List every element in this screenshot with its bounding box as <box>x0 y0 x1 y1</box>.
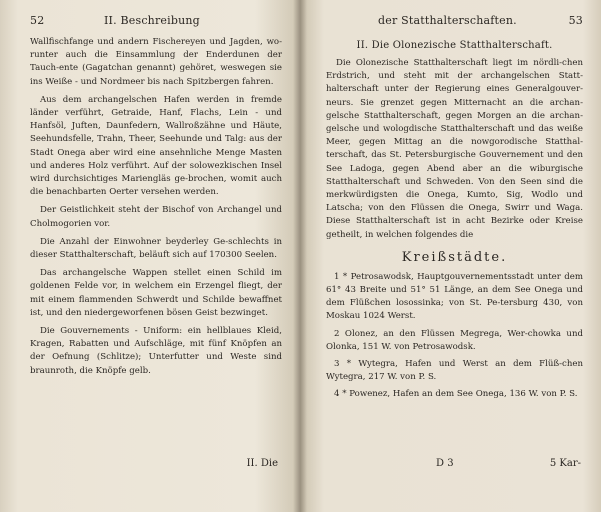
paragraph: Wallfischfange und andern Fischereyen und Jagden, wo-runter auch die Einsammlung der Enderdunen der Tauch-ente (Gagatchan genannt) gehöret, weswegen sie ins Weiße - und Nordmeer bis nach Spitzbergen fahren. <box>30 37 282 87</box>
paragraph: Die Gouvernements - Uniform: ein hellblaues Kleid, Kragen, Rabatten und Aufschläge, mit fünf Knöpfen an der Oefnung (Schlitze); Unterfutter und Weste sind braunroth, die Knöpfe gelb. <box>30 326 282 376</box>
paragraph: Die Anzahl der Einwohner beyderley Ge-schlechts in dieser Statthalterschaft, beläuft sich auf 170300 Seelen. <box>30 236 282 261</box>
paragraph: Das archangelsche Wappen stellet einen Schild im goldenen Felde vor, in welchem ein Erzengel fliegt, der mit einem flammenden Schwerdt und Schilde bewaffnet ist, und den niedergeworfenen bösen Geist bezwinget. <box>30 268 282 318</box>
left-page <box>0 0 300 512</box>
right-running-head: der Statthalterschaften. <box>378 14 517 27</box>
right-page-header <box>326 14 583 36</box>
left-page-header <box>30 14 282 36</box>
town-list <box>326 271 583 402</box>
list-item: 3 * Wytegra, Hafen und Werst an dem Flüß-chen Wytegra, 217 W. von P. S. <box>326 359 583 383</box>
right-page <box>300 0 601 512</box>
list-item: 2 Olonez, an den Flüssen Megrega, Wer-chowka und Olonka, 151 W. von Petrosawodsk. <box>326 328 583 352</box>
paragraph: Aus dem archangelschen Hafen werden in fremde länder verführt, Getraide, Hanf, Flachs, Lein - und Hanfsöl, Juften, Daunfedern, Wallroßzähne und Häute, Seehundsfelle, Trahn, Theer, Seehunde und Talg: aus der Stadt Onega aber wird eine ansehnliche Menge Masten und anderes Holz verführt. Auf der solowezkischen Insel wird durchsichtiges Mariengläs ge-brochen, womit auch die benachbarten Oerter versehen werden. <box>30 94 282 198</box>
right-page-body <box>326 57 583 242</box>
list-item: 1 * Petrosawodsk, Hauptgouvernementsstadt unter dem 61° 43 Breite und 51° 51 Länge, an dem See Onega und dem Flüßchen losossinka; von St. Pe-tersburg 430, von Moskau 1024 Werst. <box>326 271 583 322</box>
left-page-body <box>30 36 282 378</box>
list-item: 4 * Powenez, Hafen an dem See Onega, 136 W. von P. S. <box>334 389 578 400</box>
book-gutter <box>293 0 307 512</box>
subtitle: Kreißstädte. <box>401 249 508 265</box>
paragraph: Der Geistlichkeit steht der Bischof von Archangel und Cholmogorien vor. <box>30 205 282 229</box>
left-running-head: II. Beschreibung <box>104 14 200 27</box>
signature-mark: D 3 <box>436 458 454 469</box>
left-page-number: 52 <box>30 14 45 27</box>
right-catchword: 5 Kar- <box>549 458 581 469</box>
paragraph: Die Olonezische Statthalterschaft liegt im nördli-chen Erdstrich, und steht mit der archangelschen Statt-halterschaft unter der Regierung eines Generalgouver-neurs. Sie grenzet gegen Mitternacht an die archan-gelsche Statthalterschaft, gegen Morgen an die archan-gelsche und wologdische Statthalterschaft und das weiße Meer, gegen Mittag an die nowgorodische Statthal-terschaft, das St. Petersburgische Gouvernement und den See Ladoga, gegen Abend aber an die wiburgische Statthalterschaft und Schweden. Von den Seen sind die merkwürdigsten die Onega, Kumto, Sig, Wodlo und Latscha; von den Flüssen die Onega, Swirr und Waga. Diese Statthalterschaft ist in acht Bezirke oder Kreise getheilt, in welchen folgendes die <box>326 58 583 240</box>
section-title: II. Die Olonezische Statthalterschaft. <box>356 40 553 51</box>
left-catchword: II. Die <box>246 458 278 469</box>
right-page-number: 53 <box>568 14 583 27</box>
